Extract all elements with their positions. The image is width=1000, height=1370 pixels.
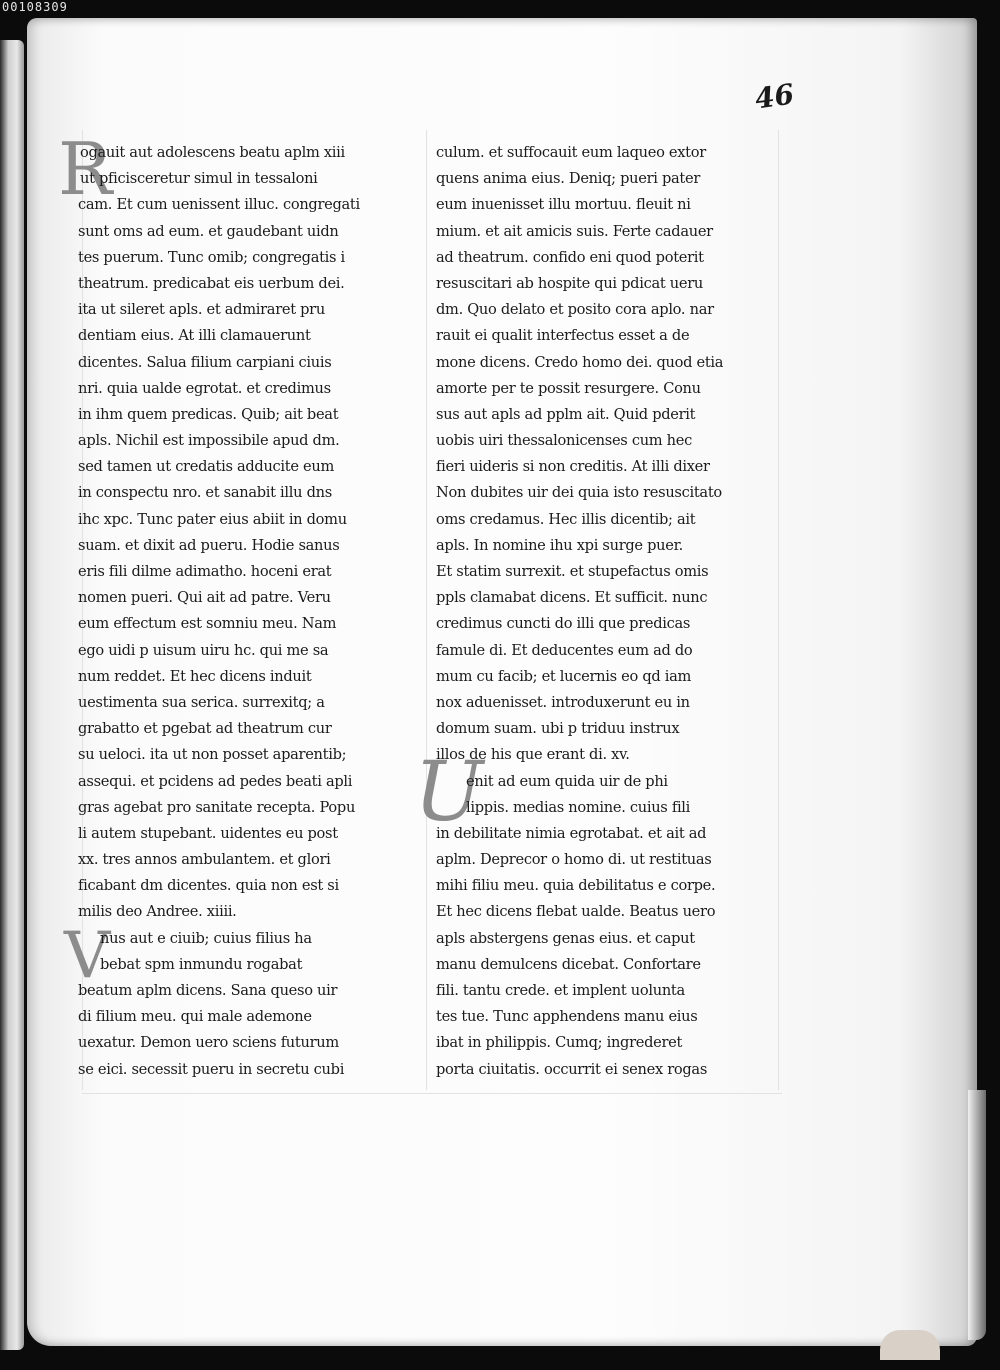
text-line: sed tamen ut credatis adducite eum xyxy=(78,458,335,476)
text-line: domum suam. ubi p triduu instrux xyxy=(436,720,680,738)
text-line: ita ut sileret apls. et admiraret pru xyxy=(78,301,325,319)
text-line: eum inuenisset illu mortuu. fleuit ni xyxy=(436,196,691,214)
text-line: nri. quia ualde egrotat. et credimus xyxy=(78,379,331,397)
facing-page-edge xyxy=(0,40,24,1350)
initial-letter-r: R xyxy=(58,127,113,211)
text-line: li autem stupebant. uidentes eu post xyxy=(78,824,338,842)
right-text-column xyxy=(436,140,781,1083)
text-line: bebat spm inmundu rogabat xyxy=(100,955,303,973)
text-line: Non dubites uir dei quia isto resuscitato xyxy=(436,484,722,502)
text-line: resuscitari ab hospite qui pdicat ueru xyxy=(436,274,703,292)
text-line: nomen pueri. Qui ait ad patre. Veru xyxy=(78,589,331,607)
text-line: illos de his que erant di. xv. xyxy=(436,746,630,764)
text-line: nus aut e ciuib; cuius filius ha xyxy=(100,929,312,947)
text-line: gras agebat pro sanitate recepta. Popu xyxy=(78,798,356,816)
text-line: dm. Quo delato et posito cora aplo. nar xyxy=(436,301,714,319)
text-line: porta ciuitatis. occurrit ei senex rogas xyxy=(436,1060,708,1078)
text-line: apls. In nomine ihu xpi surge puer. xyxy=(436,536,683,554)
text-line: credimus cuncti do illi que predicas xyxy=(436,615,691,633)
text-line: aplm. Deprecor o homo di. ut restituas xyxy=(436,851,712,869)
text-line: ihc xpc. Tunc pater eius abiit in domu xyxy=(78,510,347,528)
initial-letter-v: V xyxy=(64,919,111,993)
text-line: Et statim surrexit. et stupefactus omis xyxy=(436,563,709,580)
ruling-line-bottom xyxy=(82,1093,782,1094)
text-line: amorte per te possit resurgere. Conu xyxy=(436,379,701,397)
text-line: sunt oms ad eum. et gaudebant uidn xyxy=(78,222,339,240)
text-line: Et hec dicens flebat ualde. Beatus uero xyxy=(436,903,716,921)
text-line: enit ad eum quida uir de phi xyxy=(466,772,668,790)
page-curl-shadow xyxy=(968,1090,986,1340)
text-line: ut pficisceretur simul in tessaloni xyxy=(80,170,318,188)
text-line: mihi filiu meu. quia debilitatus e corpe. xyxy=(436,877,716,895)
text-line: ad theatrum. confido eni quod poterit xyxy=(436,248,704,266)
reader-thumb xyxy=(880,1330,940,1360)
text-line: dicentes. Salua filium carpiani ciuis xyxy=(78,353,332,371)
text-line: in conspectu nro. et sanabit illu dns xyxy=(78,484,332,502)
text-line: assequi. et pcidens ad pedes beati apli xyxy=(78,772,353,790)
text-line: uobis uiri thessalonicenses cum hec xyxy=(436,432,692,450)
text-line: ego uidi p uisum uiru hc. qui me sa xyxy=(78,641,329,659)
text-line: uexatur. Demon uero sciens futurum xyxy=(78,1034,339,1052)
text-line: mone dicens. Credo homo dei. quod etia xyxy=(436,353,724,371)
text-line: ibat in philippis. Cumq; ingrederet xyxy=(436,1034,683,1052)
text-line: uestimenta sua serica. surrexitq; a xyxy=(78,693,325,711)
text-line: eris fili dilme adimatho. hoceni erat xyxy=(78,563,332,580)
text-line: rauit ei qualit interfectus esset a de xyxy=(436,327,690,345)
text-line: su ueloci. ita ut non posset aparentib; xyxy=(78,746,347,764)
text-line: grabatto et pgebat ad theatrum cur xyxy=(78,720,332,738)
text-line: num reddet. Et hec dicens induit xyxy=(78,667,312,685)
text-line: quens anima eius. Deniq; pueri pater xyxy=(436,170,701,188)
text-line: di filium meu. qui male ademone xyxy=(78,1008,312,1026)
text-line: ogauit aut adolescens beatu aplm xiii xyxy=(80,144,345,161)
text-line: fili. tantu crede. et implent uolunta xyxy=(436,982,685,999)
text-line: mum cu facib; et lucernis eo qd iam xyxy=(436,667,692,685)
initial-letter-u: U xyxy=(414,745,484,840)
text-line: in debilitate nimia egrotabat. et ait ad xyxy=(436,824,707,842)
text-line: mium. et ait amicis suis. Ferte cadauer xyxy=(436,222,713,240)
text-line: tes tue. Tunc apphendens manu eius xyxy=(436,1008,698,1026)
text-line: ficabant dm dicentes. quia non est si xyxy=(78,877,339,895)
text-line: se eici. secessit pueru in secretu cubi xyxy=(78,1060,345,1078)
text-line: milis deo Andree. xiiii. xyxy=(78,903,237,921)
folio-number: 46 xyxy=(752,77,797,116)
text-line: nox aduenisset. introduxerunt eu in xyxy=(436,693,690,711)
text-line: oms credamus. Hec illis dicentib; ait xyxy=(436,510,696,528)
text-line: cam. Et cum uenissent illuc. congregati xyxy=(78,196,360,214)
text-line: dentiam eius. At illi clamauerunt xyxy=(78,327,311,345)
text-line: sus aut apls ad pplm ait. Quid pderit xyxy=(436,405,696,423)
text-line: apls abstergens genas eius. et caput xyxy=(436,929,695,947)
text-line: culum. et suffocauit eum laqueo extor xyxy=(436,144,706,161)
ruling-line-center xyxy=(426,130,427,1090)
left-text-column xyxy=(78,140,418,1083)
text-line: in ihm quem predicas. Quib; ait beat xyxy=(78,405,339,423)
text-line: manu demulcens dicebat. Confortare xyxy=(436,955,701,973)
text-line: theatrum. predicabat eis uerbum dei. xyxy=(78,274,345,292)
text-line: beatum aplm dicens. Sana queso uir xyxy=(78,982,338,999)
text-line: ppls clamabat dicens. Et sufficit. nunc xyxy=(436,589,708,607)
text-line: xx. tres annos ambulantem. et glori xyxy=(78,851,331,869)
text-line: eum effectum est somniu meu. Nam xyxy=(78,615,337,633)
text-line: apls. Nichil est impossibile apud dm. xyxy=(78,432,340,450)
text-line: tes puerum. Tunc omib; congregatis i xyxy=(78,248,345,266)
film-reference-number: 00108309 xyxy=(2,0,68,14)
text-line: famule di. Et deducentes eum ad do xyxy=(436,641,693,659)
text-line: suam. et dixit ad pueru. Hodie sanus xyxy=(78,536,340,554)
text-line: fieri uideris si non creditis. At illi dixer xyxy=(436,458,710,476)
text-line: lippis. medias nomine. cuius fili xyxy=(466,798,691,816)
